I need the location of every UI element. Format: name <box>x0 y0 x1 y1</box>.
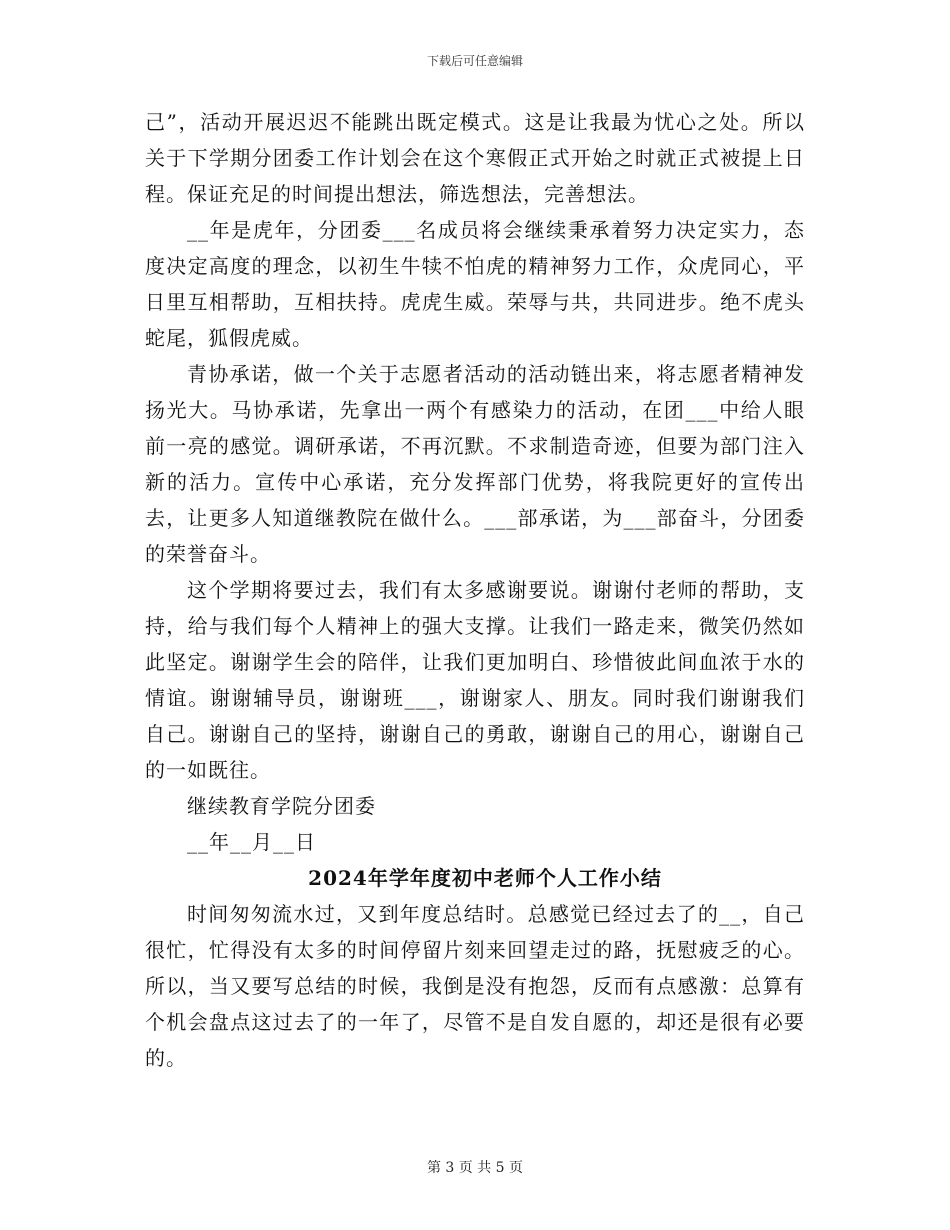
document-body <box>145 104 805 1076</box>
page-header: 下载后可任意编辑 <box>426 54 523 68</box>
page-footer: 第 3 页 共 5 页 <box>426 1160 524 1176</box>
paragraph-3: 青协承诺，做一个关于志愿者活动的活动链出来，将志愿者精神发扬光大。马协承诺，先拿出一两个有感染力的活动，在团___中给人眼前一亮的感觉。调研承诺，不再沉默。不求制造奇迹，但要为部门注入新的活力。宣传中心承诺，充分发挥部门优势，将我院更好的宣传出去，让更多人知道继教院在做什么。___部承诺，为___部奋斗，分团委的荣誉奋斗。 <box>145 362 805 566</box>
paragraph-4: 这个学期将要过去，我们有太多感谢要说。谢谢付老师的帮助，支持，给与我们每个人精神上的强大支撑。让我们一路走来，微笑仍然如此坚定。谢谢学生会的陪伴，让我们更加明白、珍惜彼此间血浓于水的情谊。谢谢辅导员，谢谢班___，谢谢家人、朋友。同时我们谢谢我们自己。谢谢自己的坚持，谢谢自己的勇敢，谢谢自己的用心，谢谢自己的一如既往。 <box>145 578 805 782</box>
signature-date: __年__月__日 <box>187 830 316 854</box>
signature: 继续教育学院分团委 <box>187 794 376 818</box>
paragraph-5: 时间匆匆流水过，又到年度总结时。总感觉已经过去了的__，自己很忙，忙得没有太多的时间停留片刻来回望走过的路，抚慰疲乏的心。所以，当又要写总结的时候，我倒是没有抱怨，反而有点感激：总算有个机会盘点这过去了的一年了，尽管不是自发自愿的，却还是很有必要的。 <box>145 902 805 1070</box>
paragraph-1: 己”，活动开展迟迟不能跳出既定模式。这是让我最为忧心之处。所以关于下学期分团委工作计划会在这个寒假正式开始之时就正式被提上日程。保证充足的时间提出想法，筛选想法，完善想法。 <box>145 110 805 206</box>
paragraph-2: __年是虎年，分团委___名成员将会继续秉承着努力决定实力，态度决定高度的理念，以初生牛犊不怕虎的精神努力工作，众虎同心，平日里互相帮助，互相扶持。虎虎生威。荣辱与共，共同进步。绝不虎头蛇尾，狐假虎威。 <box>145 218 805 350</box>
section-title: 2024年学年度初中老师个人工作小结 <box>308 866 662 890</box>
